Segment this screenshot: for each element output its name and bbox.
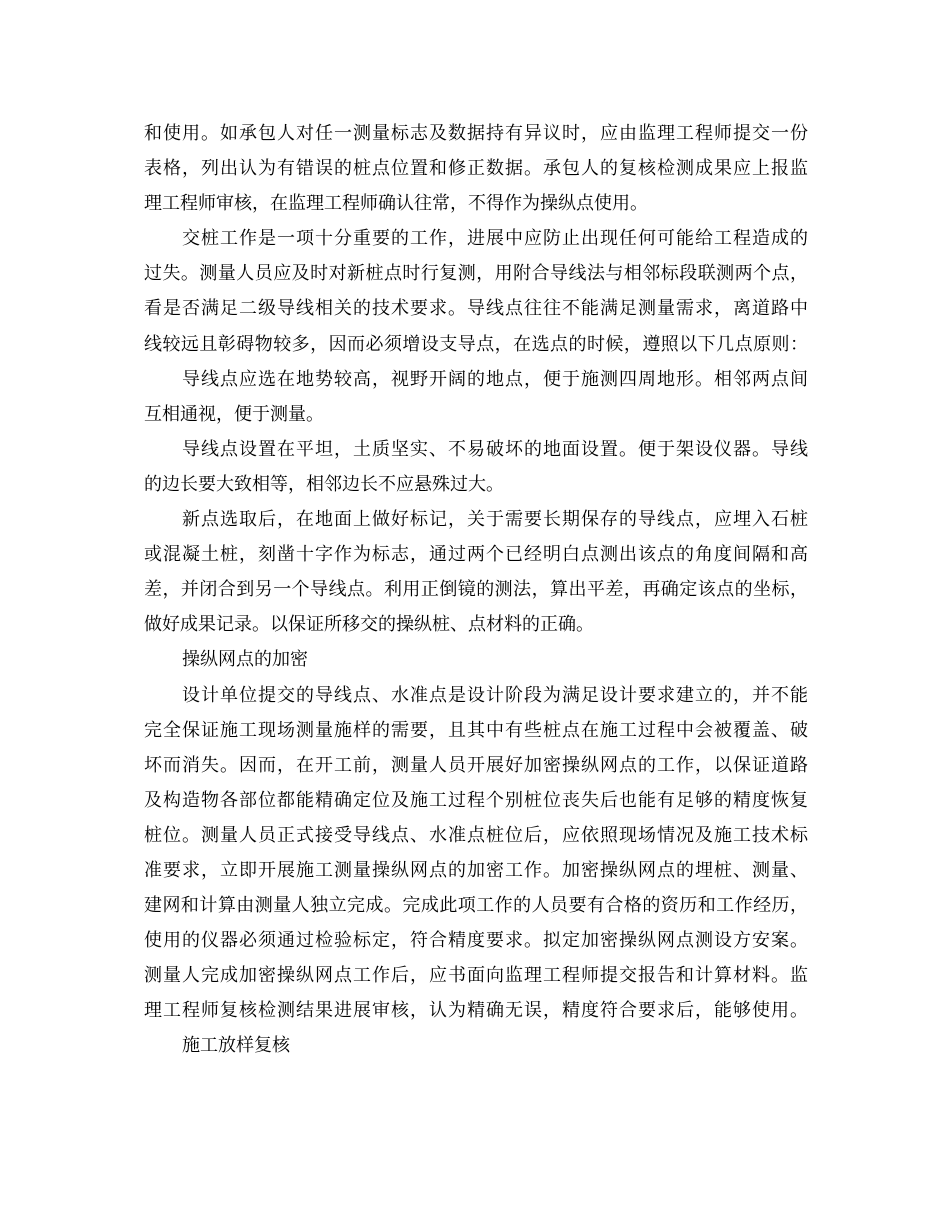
text-line: 表格，列出认为有错误的桩点位置和修正数据。承包人的复核检测成果应上报监 <box>144 158 808 180</box>
paragraph-start-line: 新点选取后，在地面上做好标记，关于需要长期保存的导线点，应埋入石桩 <box>182 509 808 531</box>
document-body <box>144 116 808 1064</box>
text-line: 理工程师审核，在监理工程师确认往常，不得作为操纵点使用。 <box>144 193 648 215</box>
text-line: 的边长要大致相等，相邻边长不应悬殊过大。 <box>144 473 504 495</box>
text-line: 建网和计算由测量人独立完成。完成此项工作的人员要有合格的资历和工作经历， <box>144 895 808 917</box>
text-line: 和使用。如承包人对任一测量标志及数据持有异议时，应由监理工程师提交一份 <box>144 123 808 144</box>
text-line: 看是否满足二级导线相关的技术要求。导线点往往不能满足测量需求，离道路中 <box>144 298 808 320</box>
paragraph-start-line: 导线点应选在地势较高，视野开阔的地点，便于施测四周地形。相邻两点间 <box>182 368 808 390</box>
text-line: 完全保证施工现场测量施样的需要，且其中有些桩点在施工过程中会被覆盖、破 <box>144 719 808 741</box>
text-line: 或混凝土桩，刻凿十字作为标志，通过两个已经明白点测出该点的角度间隔和高 <box>144 544 808 566</box>
paragraph-start-line: 设计单位提交的导线点、水准点是设计阶段为满足设计要求建立的，并不能 <box>182 684 808 706</box>
text-line: 做好成果记录。以保证所移交的操纵桩、点材料的正确。 <box>144 614 594 636</box>
paragraph-start-line: 交桩工作是一项十分重要的工作，进展中应防止出现任何可能给工程造成的 <box>182 228 808 250</box>
paragraph-start-line: 导线点设置在平坦，土质坚实、不易破坏的地面设置。便于架设仪器。导线 <box>182 438 808 460</box>
text-line: 过失。测量人员应及时对新桩点时行复测，用附合导线法与相邻标段联测两个点， <box>144 263 808 285</box>
text-line: 理工程师复核检测结果进展审核，认为精确无误，精度符合要求后，能够使用。 <box>144 1000 808 1022</box>
text-line: 及构造物各部位都能精确定位及施工过程个别桩位丧失后也能有足够的精度恢复 <box>144 789 808 811</box>
text-line: 差，并闭合到另一个导线点。利用正倒镜的测法，算出平差，再确定该点的坐标， <box>144 579 808 601</box>
text-line: 使用的仪器必须通过检验标定，符合精度要求。拟定加密操纵网点测设方安案。 <box>144 930 808 952</box>
text-line: 互相通视，便于测量。 <box>144 403 324 425</box>
text-line: 坏而消失。因而，在开工前，测量人员开展好加密操纵网点的工作，以保证道路 <box>144 754 808 776</box>
text-line: 准要求，立即开展施工测量操纵网点的加密工作。加密操纵网点的埋桩、测量、 <box>144 859 808 881</box>
paragraph-start-line: 施工放样复核 <box>182 1035 290 1057</box>
text-line: 线较远且彰碍物较多，因而必须增设支导点，在选点的时候，遵照以下几点原则： <box>144 333 808 355</box>
text-line: 测量人完成加密操纵网点工作后，应书面向监理工程师提交报告和计算材料。监 <box>144 965 808 987</box>
paragraph-start-line: 操纵网点的加密 <box>182 649 308 671</box>
text-line: 桩位。测量人员正式接受导线点、水准点桩位后，应依照现场情况及施工技术标 <box>144 824 808 846</box>
